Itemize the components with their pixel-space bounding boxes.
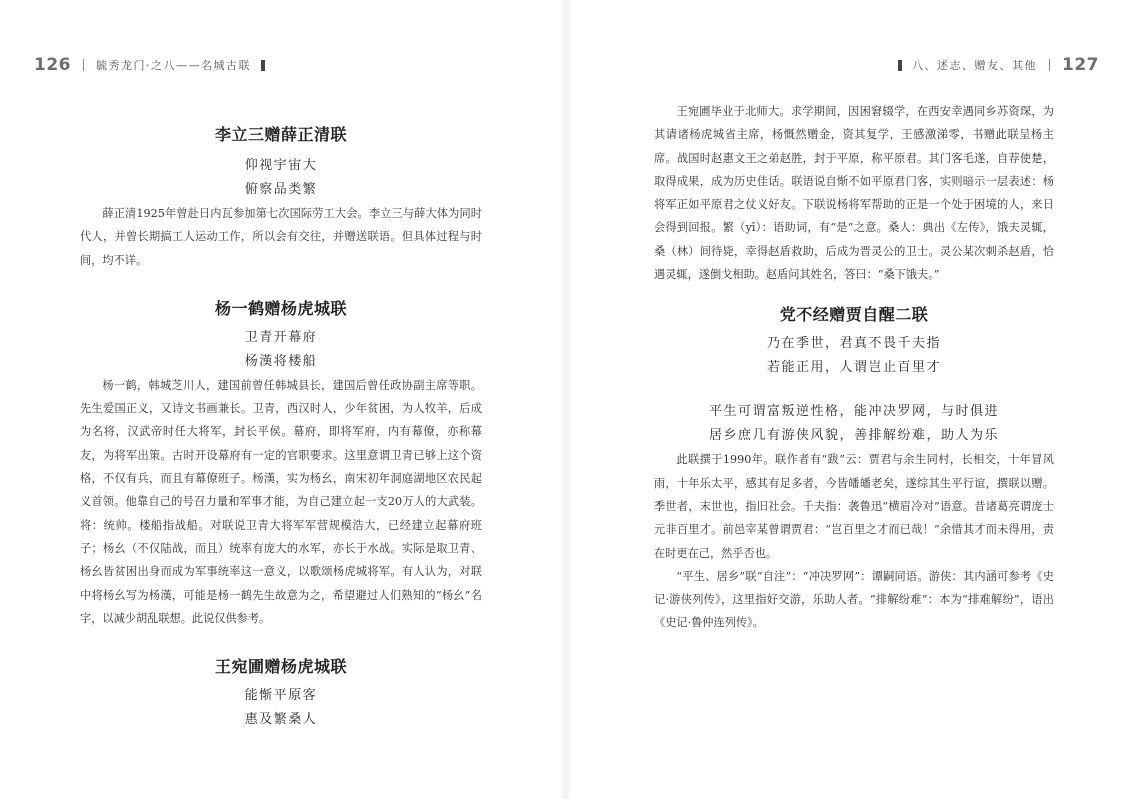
right-column [654,100,1054,635]
section-wang-wanpu [80,656,482,732]
body-paragraph: “平生、居乡”联“自注”：“冲决罗网”：谭嗣同语。游侠：其内涵可参考《史记·游侠列传》，这里指好交游，乐助人者。“排解纷难”：本为“排难解纷”，语出《史记·鲁仲连列传》。 [654,569,1054,630]
left-running-header [34,54,275,76]
body-paragraph: 此联撰于1990年。联作者有“跋”云：贾君与余生同村，长相交，十年冒风雨，十年乐太平，感其有足多者，今皆皤皤老矣，遂综其生平行谊，撰联以赠。季世者，末世也，指旧社会。千夫指：袭鲁迅“横眉冷对”语意。昔诸葛亮谓庞士元非百里才。前邑宰某曾谓贾君：“岂百里之才而已哉！”余惜其才而未得用，责在时更在己，然乎否也。 [654,453,1054,560]
header-divider [1049,59,1050,71]
couplet-line: 乃在季世，君真不畏千夫指 [766,336,941,352]
body-paragraph: 薛正清1925年曾赴日内瓦参加第七次国际劳工大会。李立三与薛大体为同时代人，并曾长期搞工人运动工作，所以会有交往，并赠送联语。但具体过程与时间，均不详。 [80,207,482,267]
left-header-text: 毓秀龙门·之八——名城古联 [96,59,251,72]
header-divider [83,59,84,71]
couplet-line: 居乡庶几有游侠风貌，善排解纷难，助人为乐 [708,428,999,444]
body-paragraph: 杨一鹤，韩城芝川人，建国前曾任韩城县长，建国后曾任政协副主席等职。先生爱国正义，又诗文书画兼长。卫青，西汉时人，少年贫困，为人牧羊，后成为名将，汉武帝时任大将军，封长平侯。幕府，即将军府，内有幕僚，亦称幕友，为将军出策。古时开设幕府有一定的官职要求。这里意谓卫青已够上这个资格，不仅有兵，而且有幕僚班子。杨漢，实为杨幺，南宋初年洞庭湖地区农民起义首领。他靠自己的号召力量和军事才能，为自己建立起一支20万人的大武装。将：统帅。楼船指战船。对联说卫青大将军军营规模浩大，已经建立起幕府班子；杨幺（不仅陆战，而且）统率有庞大的水军，亦长于水战。实际是取卫青、杨幺皆贫困出身而成为军事统率这一意义，以歌颂杨虎城将军。有人认为，对联中将杨幺写为杨漢，可能是杨一鹤先生故意为之，希望避过人们熟知的“杨幺”名字，以减少胡乱联想。此说仅供参考。 [80,378,482,625]
body-paragraph: 王宛圃毕业于北师大。求学期间，因困窘辍学，在西安幸遇同乡苏资琛，为其请诸杨虎城省主席，杨慨然赠金，资其复学，王感激涕零，书赠此联呈杨主席。战国时赵惠文王之弟赵胜，封于平原，称平原君。其门客毛遂，自荐使楚，取得成果，成为历史佳话。联语说自惭不如平原君门客，实则暗示一层表述：杨将军正如平原君之仗义好友。下联说杨将军帮助的正是一个处于困境的人，来日会得到回报。繁（yī）：语助词，有“是”之意。桑人：典出《左传》，饿夫灵辄，桑（林）间待毙，幸得赵盾救助，后成为晋灵公的卫士。灵公某次刺杀赵盾，恰遇灵辄，遂倒戈相助。赵盾问其姓名，答曰：“桑下饿夫。” [654,105,1054,282]
couplet-line: 若能正用，人谓岂止百里才 [766,360,941,376]
right-page [566,0,1133,799]
header-marker-block [898,60,902,71]
left-column [80,100,482,732]
couplet-line: 惠及繁桑人 [244,712,318,728]
couplet-line: 平生可谓富叛逆性格，能冲决罗网，与时俱进 [708,404,999,420]
couplet-line: 卫青开幕府 [244,329,318,345]
left-page-number: 126 [34,55,71,75]
section-title: 党不经赠贾自醒二联 [779,305,929,325]
couplet-line: 能惭平原客 [244,688,318,704]
right-page-number: 127 [1062,55,1099,75]
couplet-line: 仰视宇宙大 [244,158,318,173]
section-title: 王宛圃赠杨虎城联 [214,657,347,677]
section-title: 杨一鹤赠杨虎城联 [214,298,347,318]
right-header-text: 八、述志、赠友、其他 [912,59,1037,72]
couplet-line: 俯察品类繁 [244,182,318,197]
section-title: 李立三赠薛正清联 [214,125,347,144]
right-running-header [888,54,1099,76]
section-li-lisan [80,124,482,272]
header-marker-block [261,60,265,71]
left-page [0,0,566,799]
section-yang-yihe [80,298,482,630]
couplet-line: 杨漢将楼船 [244,353,318,369]
section-dang-bujing [654,304,1054,634]
